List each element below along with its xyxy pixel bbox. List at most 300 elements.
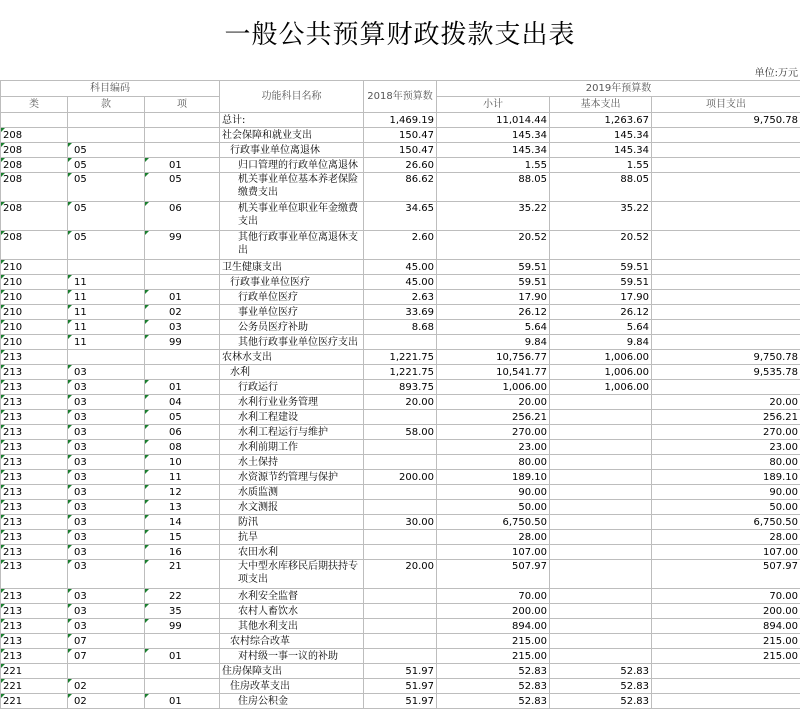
subject-code-header: 科目编码: [1, 81, 220, 97]
cell-project: 80.00: [652, 455, 800, 470]
cell-subtotal: 9.84: [437, 335, 550, 350]
cell-kuan: 03: [68, 395, 145, 410]
xiang-header: 项: [145, 97, 220, 113]
cell-xiang: 35: [145, 604, 220, 619]
cell-kuan: 05: [68, 158, 145, 173]
cell-budget-2018: 200.00: [364, 470, 437, 485]
cell-func-name: 对村级一事一议的补助: [220, 649, 364, 664]
table-row: [1, 275, 800, 290]
cell-kuan: 07: [68, 634, 145, 649]
cell-func-name: 水利工程建设: [220, 410, 364, 425]
cell-lei: 221: [1, 664, 68, 679]
cell-xiang: 21: [145, 560, 220, 589]
table-row: [1, 530, 800, 545]
cell-subtotal: 50.00: [437, 500, 550, 515]
cell-xiang: 22: [145, 589, 220, 604]
table-row: [1, 260, 800, 275]
cell-project: [652, 260, 800, 275]
cell-xiang: 04: [145, 395, 220, 410]
cell-kuan: 11: [68, 305, 145, 320]
cell-func-name: 抗旱: [220, 530, 364, 545]
cell-budget-2018: 34.65: [364, 202, 437, 231]
table-row: [1, 335, 800, 350]
cell-lei: 210: [1, 335, 68, 350]
unit-label: 单位:万元: [755, 64, 798, 79]
cell-xiang: 11: [145, 470, 220, 485]
cell-budget-2018: [364, 545, 437, 560]
cell-lei: 208: [1, 128, 68, 143]
cell-kuan: 11: [68, 335, 145, 350]
cell-func-name: 农村人畜饮水: [220, 604, 364, 619]
cell-xiang: 08: [145, 440, 220, 455]
report-title: 一般公共预算财政拨款支出表: [0, 14, 800, 51]
table-row: [1, 128, 800, 143]
cell-subtotal: 215.00: [437, 634, 550, 649]
cell-budget-2018: 8.68: [364, 320, 437, 335]
cell-lei: 213: [1, 589, 68, 604]
cell-basic: [550, 604, 652, 619]
cell-kuan: [68, 113, 145, 128]
cell-xiang: [145, 634, 220, 649]
cell-basic: 26.12: [550, 305, 652, 320]
cell-subtotal: 88.05: [437, 173, 550, 202]
table-row: [1, 664, 800, 679]
cell-lei: 213: [1, 560, 68, 589]
cell-subtotal: 52.83: [437, 694, 550, 709]
cell-subtotal: 145.34: [437, 128, 550, 143]
cell-project: [652, 173, 800, 202]
cell-lei: 213: [1, 455, 68, 470]
cell-project: 256.21: [652, 410, 800, 425]
cell-kuan: 11: [68, 290, 145, 305]
budget-2019-header: 2019年预算数: [437, 81, 800, 97]
cell-basic: [550, 395, 652, 410]
cell-func-name: 其他行政事业单位医疗支出: [220, 335, 364, 350]
cell-xiang: [145, 128, 220, 143]
cell-kuan: 03: [68, 410, 145, 425]
cell-func-name: 水质监测: [220, 485, 364, 500]
cell-kuan: 11: [68, 320, 145, 335]
cell-subtotal: 145.34: [437, 143, 550, 158]
cell-subtotal: 90.00: [437, 485, 550, 500]
cell-xiang: [145, 113, 220, 128]
table-row: [1, 425, 800, 440]
cell-xiang: 01: [145, 380, 220, 395]
cell-lei: 208: [1, 202, 68, 231]
cell-project: 189.10: [652, 470, 800, 485]
cell-lei: 213: [1, 380, 68, 395]
cell-lei: 210: [1, 320, 68, 335]
cell-project: 270.00: [652, 425, 800, 440]
cell-subtotal: 59.51: [437, 275, 550, 290]
cell-basic: 52.83: [550, 694, 652, 709]
cell-budget-2018: 2.60: [364, 231, 437, 260]
cell-budget-2018: [364, 589, 437, 604]
cell-xiang: [145, 664, 220, 679]
cell-project: 9,535.78: [652, 365, 800, 380]
cell-budget-2018: 150.47: [364, 128, 437, 143]
cell-subtotal: 20.00: [437, 395, 550, 410]
cell-func-name: 卫生健康支出: [220, 260, 364, 275]
cell-basic: 145.34: [550, 143, 652, 158]
cell-basic: [550, 530, 652, 545]
table-row: [1, 604, 800, 619]
cell-lei: 208: [1, 173, 68, 202]
cell-lei: 210: [1, 260, 68, 275]
cell-func-name: 住房公积金: [220, 694, 364, 709]
cell-func-name: 农村综合改革: [220, 634, 364, 649]
cell-kuan: 03: [68, 589, 145, 604]
cell-kuan: 03: [68, 560, 145, 589]
cell-project: [652, 143, 800, 158]
table-row: [1, 305, 800, 320]
cell-budget-2018: [364, 410, 437, 425]
cell-basic: 52.83: [550, 679, 652, 694]
cell-xiang: 99: [145, 335, 220, 350]
cell-basic: 1,006.00: [550, 350, 652, 365]
cell-xiang: [145, 260, 220, 275]
cell-func-name: 水利前期工作: [220, 440, 364, 455]
cell-budget-2018: [364, 440, 437, 455]
cell-kuan: 07: [68, 649, 145, 664]
cell-xiang: 01: [145, 694, 220, 709]
cell-budget-2018: [364, 530, 437, 545]
cell-basic: [550, 619, 652, 634]
table-row: [1, 560, 800, 589]
table-row: [1, 515, 800, 530]
cell-lei: 213: [1, 365, 68, 380]
cell-subtotal: 200.00: [437, 604, 550, 619]
cell-lei: 213: [1, 395, 68, 410]
cell-xiang: [145, 143, 220, 158]
cell-project: 200.00: [652, 604, 800, 619]
cell-basic: 59.51: [550, 275, 652, 290]
cell-kuan: 05: [68, 173, 145, 202]
table-row: [1, 143, 800, 158]
cell-project: 507.97: [652, 560, 800, 589]
cell-project: [652, 305, 800, 320]
cell-kuan: 03: [68, 530, 145, 545]
cell-xiang: 15: [145, 530, 220, 545]
cell-budget-2018: 51.97: [364, 694, 437, 709]
cell-func-name: 行政事业单位医疗: [220, 275, 364, 290]
cell-project: 50.00: [652, 500, 800, 515]
cell-func-name: 社会保障和就业支出: [220, 128, 364, 143]
cell-xiang: 99: [145, 619, 220, 634]
cell-budget-2018: 86.62: [364, 173, 437, 202]
cell-lei: 210: [1, 305, 68, 320]
cell-subtotal: 107.00: [437, 545, 550, 560]
cell-kuan: 05: [68, 202, 145, 231]
cell-func-name: 住房改革支出: [220, 679, 364, 694]
cell-kuan: 03: [68, 485, 145, 500]
cell-basic: [550, 649, 652, 664]
project-header: 项目支出: [652, 97, 800, 113]
cell-lei: 208: [1, 231, 68, 260]
cell-kuan: 03: [68, 440, 145, 455]
cell-func-name: 水利工程运行与维护: [220, 425, 364, 440]
cell-xiang: 06: [145, 425, 220, 440]
cell-kuan: [68, 260, 145, 275]
cell-project: [652, 679, 800, 694]
cell-budget-2018: [364, 634, 437, 649]
cell-budget-2018: 150.47: [364, 143, 437, 158]
cell-func-name: 大中型水库移民后期扶持专项支出: [220, 560, 364, 589]
cell-xiang: 99: [145, 231, 220, 260]
cell-budget-2018: [364, 649, 437, 664]
table-row: [1, 173, 800, 202]
cell-lei: 213: [1, 470, 68, 485]
table-row: [1, 202, 800, 231]
cell-xiang: 12: [145, 485, 220, 500]
cell-project: 28.00: [652, 530, 800, 545]
cell-project: [652, 231, 800, 260]
cell-basic: 1,263.67: [550, 113, 652, 128]
cell-lei: 213: [1, 545, 68, 560]
cell-basic: 35.22: [550, 202, 652, 231]
cell-lei: 213: [1, 350, 68, 365]
cell-func-name: 行政事业单位离退休: [220, 143, 364, 158]
kuan-header: 款: [68, 97, 145, 113]
cell-project: 70.00: [652, 589, 800, 604]
cell-kuan: 03: [68, 425, 145, 440]
budget-table: [0, 80, 800, 709]
cell-xiang: 16: [145, 545, 220, 560]
cell-budget-2018: [364, 335, 437, 350]
cell-budget-2018: 45.00: [364, 275, 437, 290]
cell-subtotal: 10,541.77: [437, 365, 550, 380]
cell-project: 6,750.50: [652, 515, 800, 530]
cell-lei: 213: [1, 634, 68, 649]
cell-basic: [550, 485, 652, 500]
cell-kuan: 03: [68, 365, 145, 380]
cell-subtotal: 59.51: [437, 260, 550, 275]
cell-project: 215.00: [652, 634, 800, 649]
table-row: [1, 619, 800, 634]
cell-kuan: 03: [68, 380, 145, 395]
cell-kuan: [68, 350, 145, 365]
cell-project: 23.00: [652, 440, 800, 455]
cell-basic: [550, 500, 652, 515]
cell-kuan: 11: [68, 275, 145, 290]
cell-lei: 213: [1, 500, 68, 515]
cell-budget-2018: 893.75: [364, 380, 437, 395]
header-row-1: [1, 81, 800, 97]
cell-budget-2018: [364, 604, 437, 619]
cell-project: [652, 202, 800, 231]
cell-basic: 59.51: [550, 260, 652, 275]
table-row: [1, 320, 800, 335]
cell-func-name: 总计:: [220, 113, 364, 128]
cell-func-name: 农田水利: [220, 545, 364, 560]
cell-project: 9,750.78: [652, 350, 800, 365]
cell-subtotal: 11,014.44: [437, 113, 550, 128]
table-row: [1, 380, 800, 395]
cell-kuan: 03: [68, 545, 145, 560]
cell-basic: 9.84: [550, 335, 652, 350]
cell-lei: 210: [1, 290, 68, 305]
cell-xiang: 03: [145, 320, 220, 335]
cell-kuan: 03: [68, 604, 145, 619]
cell-project: [652, 290, 800, 305]
cell-func-name: 防汛: [220, 515, 364, 530]
cell-budget-2018: 33.69: [364, 305, 437, 320]
cell-basic: 5.64: [550, 320, 652, 335]
cell-subtotal: 23.00: [437, 440, 550, 455]
cell-subtotal: 20.52: [437, 231, 550, 260]
cell-lei: [1, 113, 68, 128]
cell-lei: 221: [1, 694, 68, 709]
cell-func-name: 农林水支出: [220, 350, 364, 365]
cell-budget-2018: 2.63: [364, 290, 437, 305]
cell-basic: [550, 545, 652, 560]
table-row: [1, 500, 800, 515]
cell-kuan: [68, 128, 145, 143]
cell-project: 20.00: [652, 395, 800, 410]
cell-project: 9,750.78: [652, 113, 800, 128]
table-row: [1, 470, 800, 485]
table-row: [1, 350, 800, 365]
cell-lei: 208: [1, 158, 68, 173]
cell-budget-2018: 20.00: [364, 560, 437, 589]
cell-basic: [550, 410, 652, 425]
cell-lei: 210: [1, 275, 68, 290]
cell-lei: 213: [1, 604, 68, 619]
cell-subtotal: 10,756.77: [437, 350, 550, 365]
cell-subtotal: 26.12: [437, 305, 550, 320]
cell-basic: [550, 440, 652, 455]
cell-func-name: 机关事业单位职业年金缴费支出: [220, 202, 364, 231]
cell-xiang: 01: [145, 290, 220, 305]
cell-lei: 213: [1, 440, 68, 455]
cell-lei: 213: [1, 425, 68, 440]
cell-kuan: 02: [68, 679, 145, 694]
cell-basic: 17.90: [550, 290, 652, 305]
table-row: [1, 113, 800, 128]
cell-basic: 1.55: [550, 158, 652, 173]
cell-xiang: 10: [145, 455, 220, 470]
cell-budget-2018: 51.97: [364, 679, 437, 694]
cell-budget-2018: 58.00: [364, 425, 437, 440]
cell-basic: [550, 634, 652, 649]
cell-budget-2018: [364, 455, 437, 470]
cell-subtotal: 256.21: [437, 410, 550, 425]
cell-budget-2018: 20.00: [364, 395, 437, 410]
cell-project: 215.00: [652, 649, 800, 664]
cell-func-name: 水利安全监督: [220, 589, 364, 604]
cell-subtotal: 35.22: [437, 202, 550, 231]
cell-func-name: 水利行业业务管理: [220, 395, 364, 410]
cell-subtotal: 1,006.00: [437, 380, 550, 395]
cell-basic: 20.52: [550, 231, 652, 260]
cell-subtotal: 215.00: [437, 649, 550, 664]
cell-basic: [550, 470, 652, 485]
table-row: [1, 649, 800, 664]
cell-func-name: 归口管理的行政单位离退休: [220, 158, 364, 173]
cell-func-name: 行政单位医疗: [220, 290, 364, 305]
cell-basic: 145.34: [550, 128, 652, 143]
cell-basic: 1,006.00: [550, 365, 652, 380]
cell-basic: [550, 589, 652, 604]
basic-header: 基本支出: [550, 97, 652, 113]
cell-func-name: 水利: [220, 365, 364, 380]
cell-lei: 213: [1, 530, 68, 545]
cell-subtotal: 80.00: [437, 455, 550, 470]
cell-budget-2018: 1,469.19: [364, 113, 437, 128]
cell-subtotal: 6,750.50: [437, 515, 550, 530]
cell-func-name: 行政运行: [220, 380, 364, 395]
table-row: [1, 290, 800, 305]
cell-lei: 213: [1, 410, 68, 425]
cell-project: [652, 275, 800, 290]
table-body: [1, 113, 800, 709]
cell-subtotal: 507.97: [437, 560, 550, 589]
cell-budget-2018: 1,221.75: [364, 350, 437, 365]
cell-xiang: 05: [145, 173, 220, 202]
table-row: [1, 545, 800, 560]
cell-basic: [550, 515, 652, 530]
cell-kuan: 03: [68, 470, 145, 485]
cell-basic: [550, 560, 652, 589]
cell-kuan: 03: [68, 515, 145, 530]
cell-func-name: 水资源节约管理与保护: [220, 470, 364, 485]
cell-project: [652, 158, 800, 173]
table-row: [1, 440, 800, 455]
cell-project: [652, 320, 800, 335]
cell-budget-2018: [364, 500, 437, 515]
cell-budget-2018: 1,221.75: [364, 365, 437, 380]
cell-lei: 213: [1, 515, 68, 530]
subtotal-header: 小计: [437, 97, 550, 113]
table-row: [1, 485, 800, 500]
cell-basic: 52.83: [550, 664, 652, 679]
cell-xiang: 06: [145, 202, 220, 231]
table-row: [1, 231, 800, 260]
cell-lei: 221: [1, 679, 68, 694]
table-row: [1, 455, 800, 470]
cell-project: 90.00: [652, 485, 800, 500]
cell-project: 107.00: [652, 545, 800, 560]
cell-func-name: 水文测报: [220, 500, 364, 515]
table-row: [1, 589, 800, 604]
table-row: [1, 395, 800, 410]
cell-func-name: 其他行政事业单位离退休支出: [220, 231, 364, 260]
cell-kuan: 05: [68, 143, 145, 158]
cell-project: 894.00: [652, 619, 800, 634]
cell-kuan: 05: [68, 231, 145, 260]
cell-subtotal: 270.00: [437, 425, 550, 440]
lei-header: 类: [1, 97, 68, 113]
cell-budget-2018: 51.97: [364, 664, 437, 679]
cell-subtotal: 17.90: [437, 290, 550, 305]
cell-subtotal: 70.00: [437, 589, 550, 604]
cell-budget-2018: 26.60: [364, 158, 437, 173]
cell-kuan: 03: [68, 500, 145, 515]
cell-func-name: 机关事业单位基本养老保险缴费支出: [220, 173, 364, 202]
table-row: [1, 365, 800, 380]
cell-func-name: 住房保障支出: [220, 664, 364, 679]
table-row: [1, 634, 800, 649]
func-name-header: 功能科目名称: [220, 81, 364, 113]
cell-xiang: [145, 275, 220, 290]
cell-budget-2018: 45.00: [364, 260, 437, 275]
cell-xiang: [145, 365, 220, 380]
cell-subtotal: 5.64: [437, 320, 550, 335]
cell-xiang: 13: [145, 500, 220, 515]
cell-xiang: 01: [145, 649, 220, 664]
cell-project: [652, 694, 800, 709]
cell-subtotal: 52.83: [437, 679, 550, 694]
